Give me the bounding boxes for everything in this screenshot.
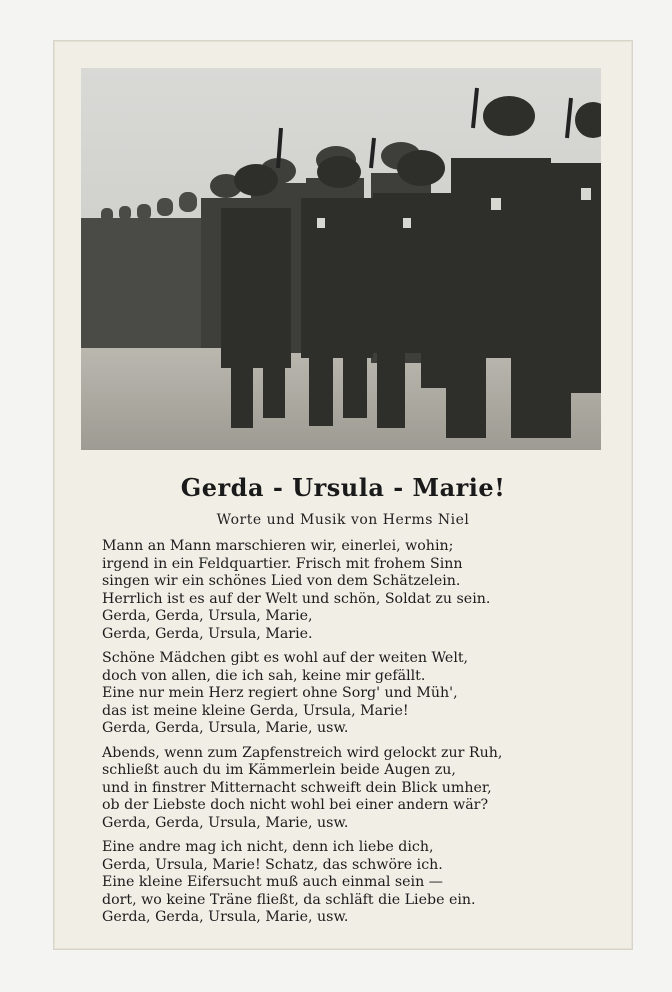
lyric-line: Abends, wenn zum Zapfenstreich wird gelockt zur Ruh,: [102, 744, 503, 761]
lyric-line: Eine andre mag ich nicht, denn ich liebe dich,: [102, 839, 434, 855]
song-title: Gerda - Ursula - Marie!: [180, 473, 506, 502]
stanza: [102, 745, 602, 833]
lyric-line: und in finstrer Mitternacht schweift dein Blick umher,: [102, 779, 492, 796]
lyric-line: Eine nur mein Herz regiert ohne Sorg' und Müh',: [102, 685, 458, 701]
lyric-line: Gerda, Gerda, Ursula, Marie,: [102, 608, 313, 624]
stanza: [102, 839, 602, 927]
lyric-line: Gerda, Gerda, Ursula, Marie, usw.: [102, 909, 349, 925]
lyric-line: Gerda, Gerda, Ursula, Marie.: [102, 625, 313, 642]
lyrics: [102, 538, 602, 934]
lyric-line: singen wir ein schönes Lied von dem Schätzelein.: [102, 573, 461, 589]
lyric-line: Gerda, Ursula, Marie! Schatz, das schwöre ich.: [102, 856, 443, 873]
lyric-line: Gerda, Gerda, Ursula, Marie, usw.: [102, 720, 349, 736]
lyric-line: Schöne Mädchen gibt es wohl auf der weiten Welt,: [102, 650, 469, 666]
lyric-line: schließt auch du im Kämmerlein beide Augen zu,: [102, 762, 456, 778]
stanza: [102, 538, 602, 643]
photo-illustration: [81, 68, 601, 450]
lyric-line: irgend in ein Feldquartier. Frisch mit frohem Sinn: [102, 555, 463, 572]
lyric-line: doch von allen, die ich sah, keine mir gefällt.: [102, 667, 426, 684]
lyric-line: Eine kleine Eifersucht muß auch einmal sein —: [102, 874, 443, 890]
lyric-line: Gerda, Gerda, Ursula, Marie, usw.: [102, 814, 349, 831]
song-credits: Worte und Musik von Herms Niel: [216, 512, 470, 528]
postcard: [53, 40, 633, 950]
lyric-line: das ist meine kleine Gerda, Ursula, Marie!: [102, 702, 409, 719]
stanza: [102, 650, 602, 738]
lyric-line: dort, wo keine Träne fließt, da schläft die Liebe ein.: [102, 891, 476, 908]
lyric-line: Herrlich ist es auf der Welt und schön, Soldat zu sein.: [102, 590, 491, 607]
soldiers-marching-photo: [81, 68, 601, 450]
lyric-line: Mann an Mann marschieren wir, einerlei, wohin;: [102, 538, 454, 554]
lyric-line: ob der Liebste doch nicht wohl bei einer andern wär?: [102, 797, 489, 813]
